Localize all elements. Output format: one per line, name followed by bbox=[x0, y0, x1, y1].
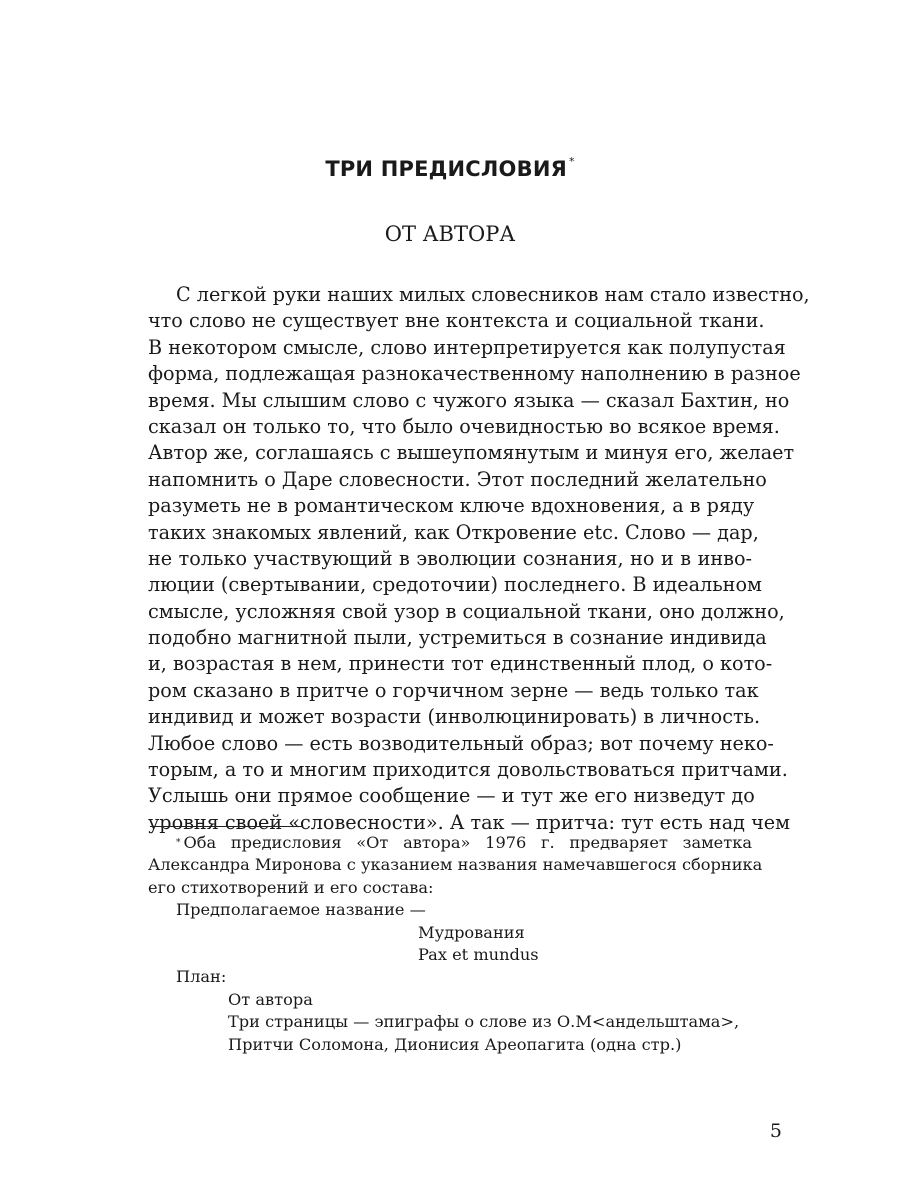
footnote-line: Три страницы — эпиграфы о слове из О.М<андельштама>, bbox=[228, 1012, 740, 1032]
text-line: уровня своей «словесности». А так — притча: тут есть над чем bbox=[148, 810, 791, 834]
text-line: не только участвующий в эволюции сознания, но и в инво- bbox=[148, 546, 752, 570]
section-subtitle: ОТ АВТОРА bbox=[384, 222, 516, 246]
text-line: подобно магнитной пыли, устремиться в сознание индивида bbox=[148, 626, 767, 650]
text-line: напомнить о Даре словесности. Этот последний желательно bbox=[148, 467, 767, 491]
page-number: 5 bbox=[769, 1120, 782, 1142]
footnote-line: его стихотворений и его состава: bbox=[148, 877, 434, 897]
footnote-line: Притчи Соломона, Дионисия Ареопагита (одна стр.) bbox=[228, 1034, 682, 1054]
footnote-line: * Оба предисловия «От автора» 1976 г. предваряет заметка bbox=[176, 833, 752, 852]
text-line: С легкой руки наших милых словесников нам стало известно, bbox=[176, 283, 810, 306]
footnote-marker: * bbox=[568, 155, 575, 168]
footnote-mark: * bbox=[176, 838, 181, 848]
footnote-line: Александра Миронова с указанием названия намечавшегося сборника bbox=[148, 855, 763, 875]
section-title bbox=[0, 157, 900, 181]
text-line: В некотором смысле, слово интерпретируется как полупустая bbox=[148, 335, 786, 359]
text-line: Услышь они прямое сообщение — и тут же его низведут до bbox=[148, 784, 755, 808]
section-title-text: ТРИ ПРЕДИСЛОВИЯ bbox=[325, 157, 567, 181]
footnote-line: Pax et mundus bbox=[418, 944, 539, 964]
footnote bbox=[148, 832, 763, 1056]
text-line: Автор же, соглашаясь с вышеупомянутым и минуя его, желает bbox=[148, 441, 795, 465]
text-line: что слово не существует вне контекста и социальной ткани. bbox=[148, 309, 765, 333]
text-line: и, возрастая в нем, принести тот единственный плод, о кото- bbox=[148, 652, 773, 676]
footnote-line: Предполагаемое название — bbox=[176, 900, 426, 920]
footnote-line: От автора bbox=[228, 989, 313, 1009]
text-line: смысле, усложняя свой узор в социальной ткани, оно должно, bbox=[148, 599, 785, 623]
text-line: форма, подлежащая разнокачественному наполнению в разное bbox=[148, 362, 801, 386]
text-line: ром сказано в притче о горчичном зерне — ведь только так bbox=[148, 678, 759, 702]
text-line: индивид и может возрасти (инволюцинировать) в личность. bbox=[148, 705, 761, 729]
body-paragraph bbox=[148, 282, 810, 836]
text-line: Любое слово — есть возводительный образ; вот почему неко- bbox=[148, 731, 774, 755]
footnote-divider bbox=[150, 826, 302, 827]
footnote-line: Мудрования bbox=[418, 922, 525, 942]
text-line: сказал он только то, что было очевидностью во всякое время. bbox=[148, 414, 780, 438]
footnote-line: План: bbox=[176, 967, 227, 987]
text-line: торым, а то и многим приходится довольствоваться притчами. bbox=[148, 758, 788, 782]
text-line: люции (свертывании, средоточии) последнего. В идеальном bbox=[148, 573, 762, 597]
text-line: таких знакомых явлений, как Откровение etc. Слово — дар, bbox=[148, 520, 759, 544]
text-line: разуметь не в романтическом ключе вдохновения, а в ряду bbox=[148, 494, 755, 518]
text-line: время. Мы слышим слово с чужого языка — сказал Бахтин, но bbox=[148, 388, 790, 412]
